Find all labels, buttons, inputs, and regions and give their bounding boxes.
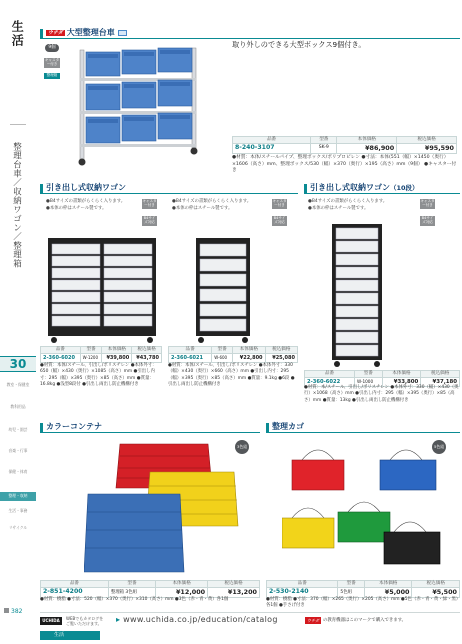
footer-trademark-note: の教育機器はこのマークで購入できます。 [323, 618, 407, 623]
wagon-image [192, 236, 254, 344]
category-label: 生活 [10, 20, 25, 48]
set-count-pill: 3色組 [235, 440, 249, 454]
col-header: 品番 [41, 347, 81, 354]
col-header: 型番 [354, 371, 382, 378]
sidebar-tab-5[interactable]: 整理・収納 [0, 492, 36, 501]
bullet-item: ●B4サイズの書類がらくらく入ります。 [46, 199, 126, 204]
sidebar-tab-6[interactable]: 生活・事務 [8, 508, 28, 513]
col-header: 品番 [267, 581, 338, 588]
bullet-item: ●本体の枠はスチール製です。 [46, 205, 107, 211]
product-title: カラーコンテナ [46, 421, 102, 431]
spec-text: ●材質：樹脂 ●寸法：520（幅）×370（奥行）×310（高さ）mm ●3色（赤・青・黄）各1個 [40, 597, 229, 602]
model-number: W-1000 [354, 378, 382, 387]
base-price: ¥33,800 [382, 378, 421, 387]
tax-price: ¥43,780 [132, 354, 162, 363]
sidebar-tab-1[interactable]: 教科用品 [10, 404, 26, 409]
product-title: 大型整理台車 [66, 27, 115, 37]
sidebar-tab-0[interactable]: 教室・保健室 [6, 382, 30, 387]
col-header: 本体価格 [337, 137, 397, 144]
section-header-container [40, 422, 260, 433]
col-header: 税込価格 [412, 581, 460, 588]
badge-b4: B4サイズ対応 [273, 216, 286, 224]
arrow-icon: ▸ [116, 615, 124, 624]
spec-text: ●材質：本体/スチールパイプ、整理ボックス/ポリプロピレン ●寸法：本体(551（幅）×1450（奥行）×1606（高さ）mm、整理ボックス/530（幅）×370（奥行）×195（高さ）mm（9個） ●キャスター付き [232, 155, 457, 174]
header-bar [40, 29, 43, 38]
badge-caster: キャスター付き [272, 199, 287, 207]
tax-price: ¥5,500 [412, 588, 460, 598]
large-cart-image [74, 38, 206, 170]
badge-caster: キャスター付き [142, 199, 157, 207]
bullets [46, 199, 156, 213]
col-header: 型番 [108, 581, 155, 588]
footer-category-tab: 生活 [40, 631, 100, 640]
col-header: 型番 [338, 581, 365, 588]
col-header: 品番 [169, 347, 212, 354]
base-price: ¥12,000 [156, 588, 208, 598]
header-bar [40, 184, 43, 193]
col-header: 品番 [41, 581, 109, 588]
col-header: 税込価格 [265, 347, 297, 354]
section-header-wagon-10 [304, 183, 460, 194]
col-header: 税込価格 [421, 371, 460, 378]
bullet-item: ●本体の枠はスチール製です。 [308, 205, 369, 211]
col-header: 品番 [305, 371, 355, 378]
tax-price: ¥25,080 [265, 354, 297, 363]
product-code: 2-530-2140 [267, 588, 338, 598]
tax-price: ¥37,180 [421, 378, 460, 387]
table-row [233, 144, 457, 154]
product-title: 引き出し式収納ワゴン [46, 182, 126, 192]
sidebar [0, 0, 36, 644]
col-header: 品番 [233, 137, 311, 144]
price-table-basket [266, 580, 460, 598]
sidebar-tab-3[interactable]: 音楽・行事 [8, 448, 28, 453]
badge-organizer: 整理箱 [44, 73, 60, 79]
sidebar-tab-7[interactable]: リサイクル [8, 525, 28, 530]
spec-text: ●材質：本体/スチール、引出し/ポリスチレン ●本体外寸：650（幅）×430（奥行）×1085（高さ）mm ●引出し内寸：295（幅）×395（奥行）×85（高さ）mm ●質量：16.8kg ●浅型8段付 ●引出し両出し防止機構付き [40, 363, 157, 387]
product-title: 整理カゴ [272, 421, 304, 431]
table-row [169, 354, 298, 363]
table-row [41, 354, 162, 363]
header-bar [40, 423, 43, 432]
basket-image [282, 438, 456, 578]
footer-uchida-mark: ウチダ [306, 618, 320, 623]
col-header: 税込価格 [397, 137, 457, 144]
col-header: 型番 [80, 347, 102, 354]
col-header: 型番 [212, 347, 233, 354]
col-header: 税込価格 [132, 347, 162, 354]
page-number: 382 [11, 608, 23, 615]
col-header: 本体価格 [382, 371, 421, 378]
bullets [172, 199, 272, 213]
sidebar-tab-2[interactable]: 幼児・園芸 [8, 427, 28, 432]
price-table-wagon-6 [168, 346, 298, 363]
base-price: ¥22,800 [233, 354, 265, 363]
wagon-image [328, 222, 386, 368]
table-row [267, 588, 460, 598]
base-price: ¥5,000 [364, 588, 412, 598]
col-header: 税込価格 [208, 581, 260, 588]
count-pill: 9個 [45, 44, 59, 52]
section-header-wagon [40, 183, 298, 194]
bullet-item: ●本体の枠はスチール製です。 [172, 205, 233, 211]
bullet-item: ●B4サイズの書類がらくらく入ります。 [172, 199, 252, 204]
model-number: 整理箱 3色組 [108, 588, 155, 598]
col-header: 本体価格 [102, 347, 132, 354]
footer-note: WEBでもカタログを ご覧いただけます。 [66, 616, 104, 627]
footer-brand-logo: UCHIDA [40, 617, 62, 625]
base-price: ¥39,800 [102, 354, 132, 363]
badge-caster: キャスター付き [420, 199, 435, 207]
table-row [41, 588, 260, 598]
tax-price: ¥95,590 [397, 144, 457, 154]
section-title: 整理台車／収納ワゴン／整理箱 [11, 142, 22, 268]
spec-text: ●材質：樹脂 ●寸法：370（幅）×265（奥行）×205（高さ）mm ●5色（赤・青・黄・緑・黒）各1個 ●手さげ付き [266, 597, 459, 609]
col-header: 本体価格 [156, 581, 208, 588]
wagon-image [44, 236, 160, 344]
footer-divider [40, 612, 460, 613]
base-price: ¥86,900 [337, 144, 397, 154]
headline: 取り外しのできる大型ボックス9個付き。 [232, 40, 366, 49]
bullets [308, 199, 418, 213]
price-table-wagon [40, 346, 162, 363]
product-code: 2-360-6021 [169, 354, 212, 363]
bullet-item: ●B4サイズの書類がらくらく入ります。 [308, 199, 388, 204]
divider [10, 124, 26, 125]
badge-b4: B4サイズ対応 [143, 216, 156, 224]
price-table-container [40, 580, 260, 598]
col-header: 本体価格 [233, 347, 265, 354]
product-code: 2-360-6022 [305, 378, 355, 387]
page-tab-number: 30 [0, 356, 36, 372]
col-header: 本体価格 [364, 581, 412, 588]
product-title: 引き出し式収納ワゴン [310, 182, 390, 192]
badge-caster: キャスター付き [44, 58, 60, 66]
container-image [84, 440, 244, 576]
brand-logo: ウチダ [48, 29, 63, 36]
model-number: W-600 [212, 354, 233, 363]
sidebar-tab-4[interactable]: 保健・体育 [8, 469, 28, 474]
product-subtitle: （10段） [390, 183, 419, 192]
badge-b4: B4サイズ対応 [421, 216, 434, 224]
spec-text: ●材質：本体/スチール、引出し/ポリスチレン ●本体外寸：330（幅）×430（奥行）×660（高さ）mm ●引出し内寸：295（幅）×395（奥行）×85（高さ）mm ●質量：9.1kg ●6段 ●引出し両出し防止機構付き [168, 363, 295, 387]
tax-price: ¥13,200 [208, 588, 260, 598]
section-header-basket [266, 422, 460, 433]
model-number: 5色組 [338, 588, 365, 598]
footer-url-text[interactable]: www.uchida.co.jp/education/catalog [123, 615, 278, 624]
price-table-large-cart [232, 136, 457, 154]
page-number-marker [4, 608, 22, 616]
footer-url[interactable] [116, 615, 278, 626]
set-count-pill: 5色組 [432, 440, 446, 454]
product-code: 2-851-4200 [41, 588, 109, 598]
header-bar [266, 423, 269, 432]
col-header: 型番 [311, 137, 337, 144]
model-number: SK-9 [311, 144, 337, 154]
model-number: W-1200 [80, 354, 102, 363]
header-bar [304, 184, 307, 193]
new-mark-icon [118, 30, 127, 36]
spec-text: ●材質：本/スチール、引出し/ポリスチレン ●本体外寸：330（幅）×430（奥行）×1068（高さ）mm ●引出し内寸：295（幅）×395（奥行）×85（高さ）mm ●質量：13kg ●引出し両出し防止機構付き [304, 385, 459, 403]
product-code: 8-240-3107 [233, 144, 311, 154]
product-code: 2-360-6020 [41, 354, 81, 363]
